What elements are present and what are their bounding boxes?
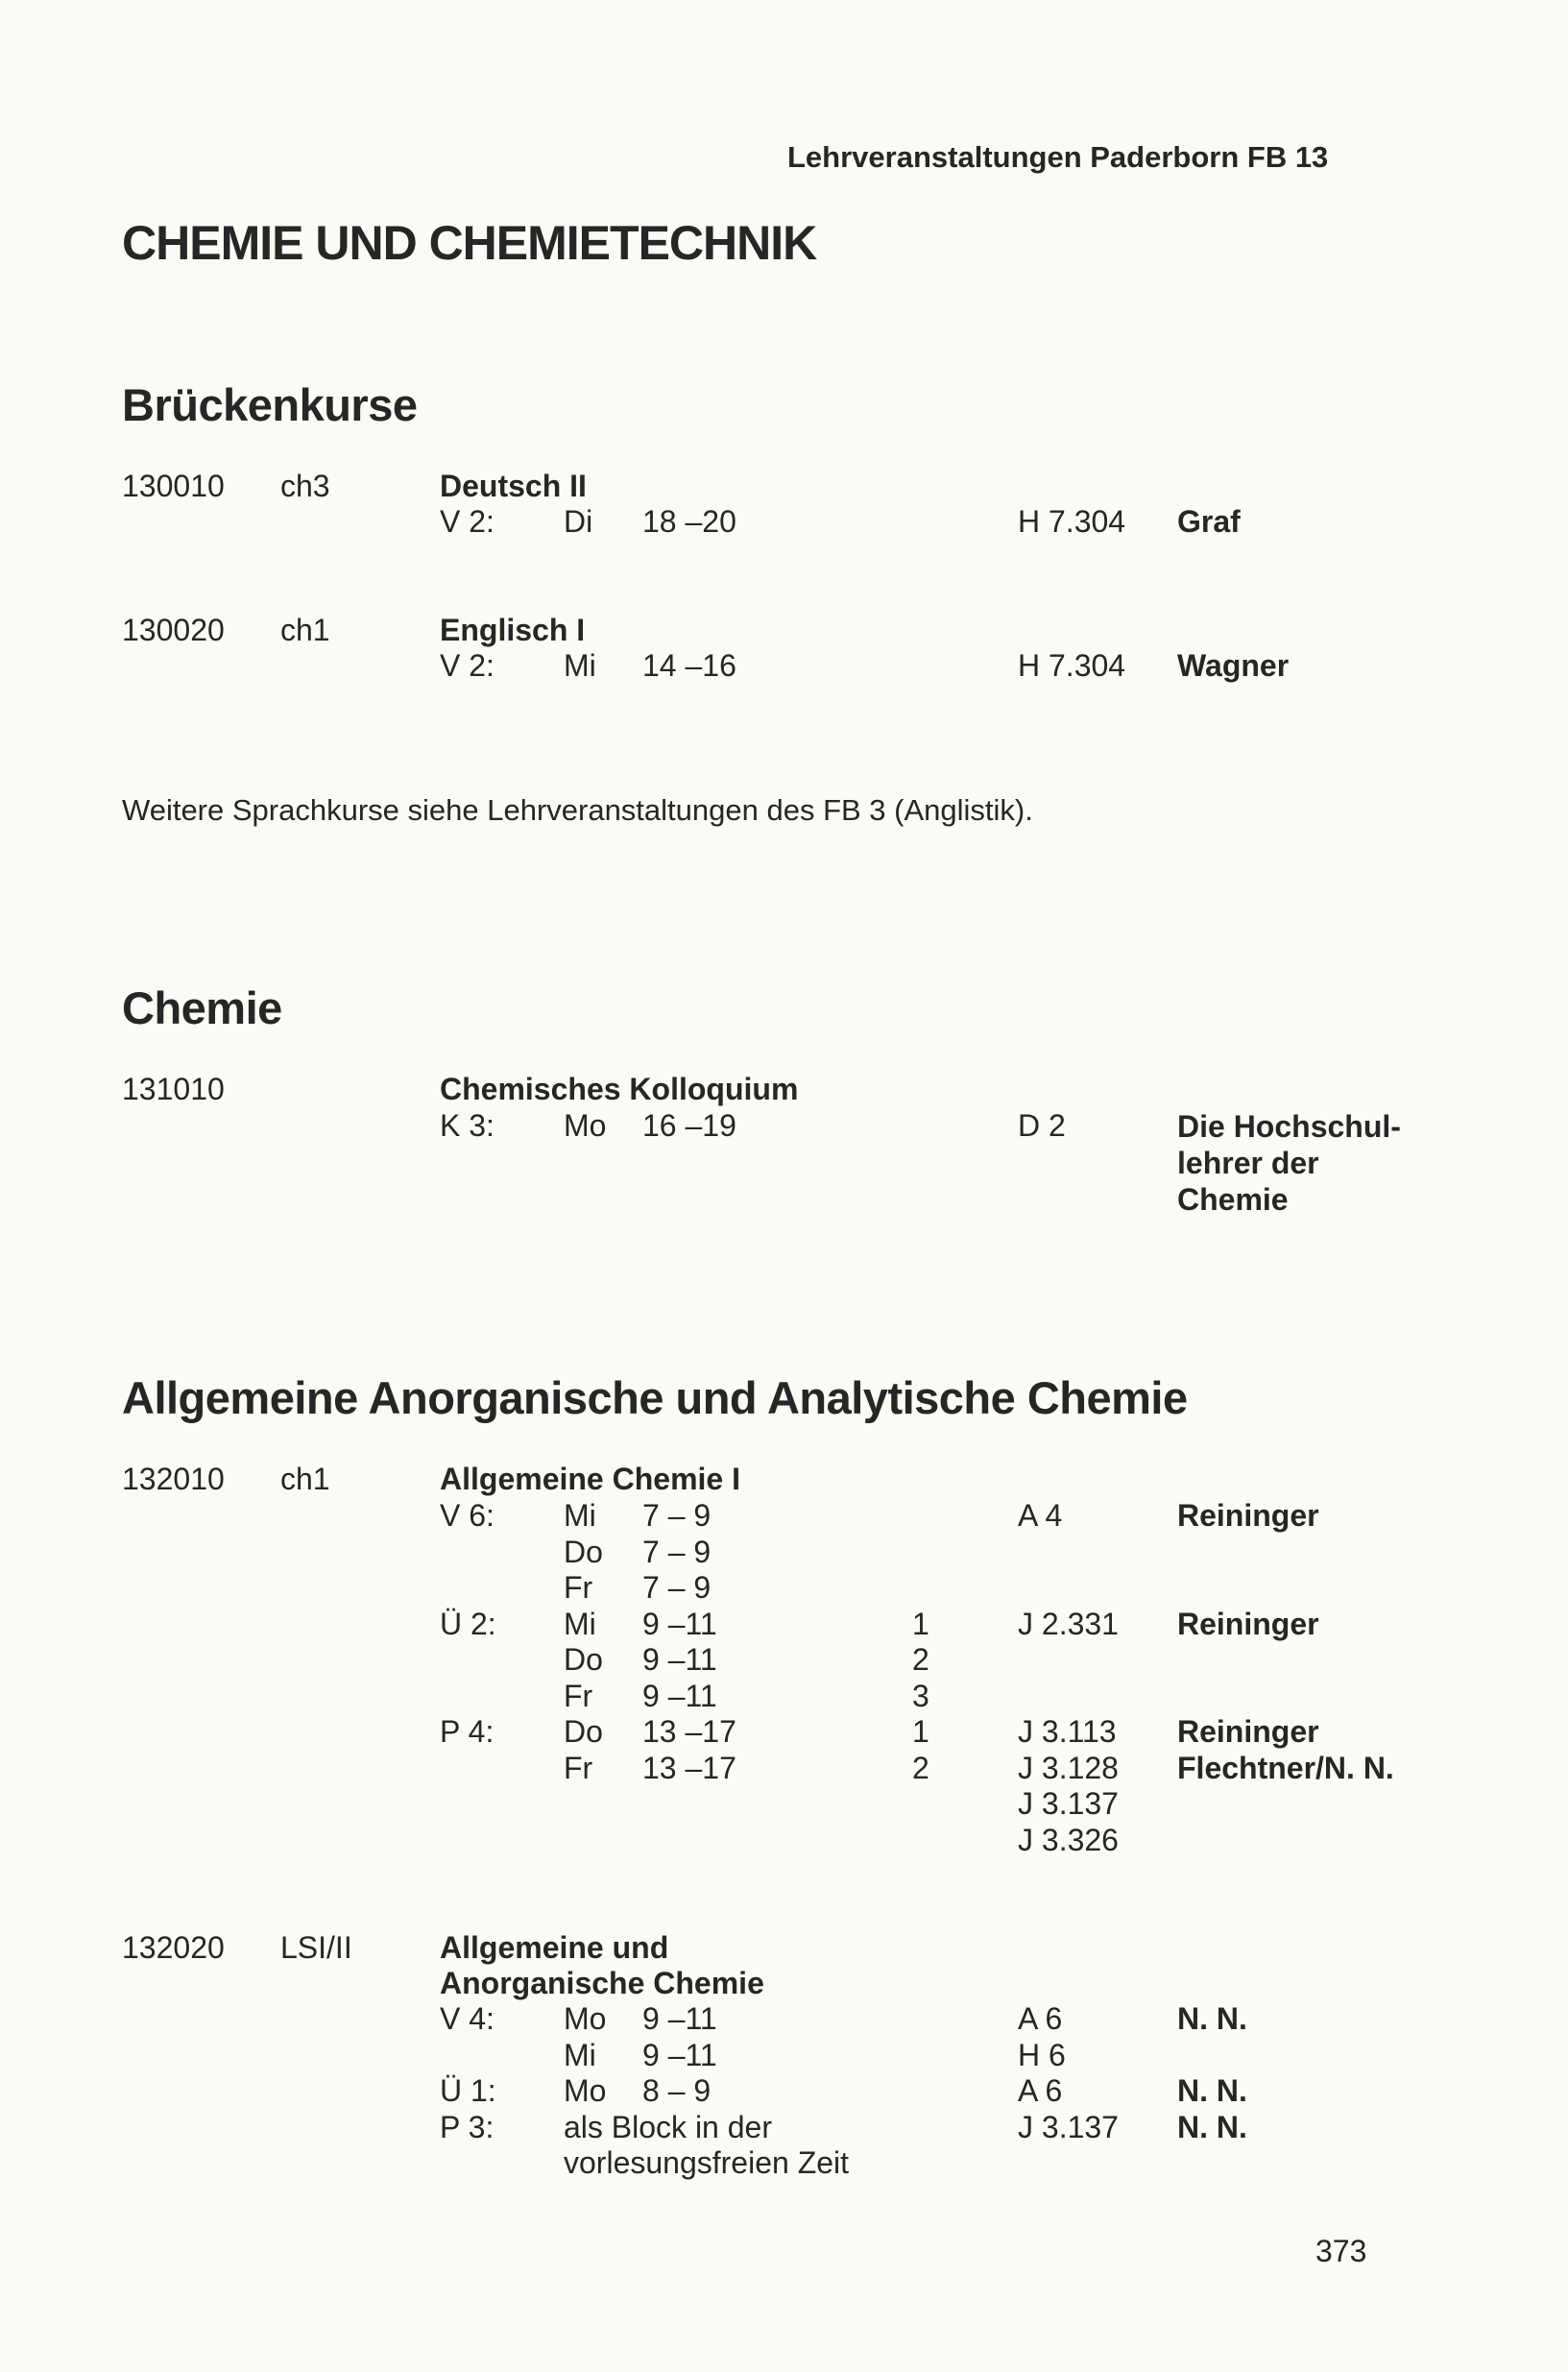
course-number: 130010 bbox=[122, 469, 225, 503]
row-lecturer: Flechtner/N. N. bbox=[1177, 1750, 1394, 1785]
row-room: J 3.137 bbox=[1018, 2109, 1119, 2144]
row-time: 9 –11 bbox=[642, 1678, 717, 1713]
course-title-line2: Anorganische Chemie bbox=[440, 1966, 764, 2000]
row-type: V 6: bbox=[440, 1498, 495, 1533]
row-time: 8 – 9 bbox=[642, 2073, 712, 2108]
row-day: Fr bbox=[564, 1678, 593, 1713]
row-type: P 3: bbox=[440, 2109, 495, 2144]
course-number: 132010 bbox=[122, 1462, 225, 1496]
row-lecturer: N. N. bbox=[1177, 2001, 1247, 2036]
row-day: Mi bbox=[564, 1498, 596, 1533]
row-lecturer: N. N. bbox=[1177, 2109, 1247, 2144]
course-time: 14 –16 bbox=[642, 648, 736, 683]
row-room: J 3.113 bbox=[1018, 1714, 1117, 1749]
running-header: Lehrveranstaltungen Paderborn FB 13 bbox=[787, 140, 1329, 174]
row-room: J 3.128 bbox=[1018, 1750, 1119, 1785]
section-note: Weitere Sprachkurse siehe Lehrveranstaltungen des FB 3 (Anglistik). bbox=[122, 793, 1033, 827]
course-number: 131010 bbox=[122, 1072, 225, 1106]
row-type: V 4: bbox=[440, 2001, 495, 2036]
row-room: J 3.137 bbox=[1018, 1786, 1119, 1821]
row-lecturer: Reininger bbox=[1177, 1714, 1319, 1749]
course-code: ch3 bbox=[280, 469, 330, 503]
course-title: Englisch I bbox=[440, 613, 586, 647]
row-day: Do bbox=[564, 1642, 603, 1677]
row-day: Fr bbox=[564, 1750, 593, 1785]
row-time: 13 –17 bbox=[642, 1714, 736, 1749]
section-heading-brueckenkurse: Brückenkurse bbox=[122, 379, 418, 430]
course-title: Chemisches Kolloquium bbox=[440, 1072, 799, 1106]
course-time: 16 –19 bbox=[642, 1108, 736, 1143]
row-lecturer: N. N. bbox=[1177, 2073, 1247, 2108]
course-type: V 2: bbox=[440, 648, 495, 683]
course-code: ch1 bbox=[280, 1462, 330, 1496]
course-day: Mo bbox=[564, 1108, 607, 1143]
section-heading-allgemeine: Allgemeine Anorganische und Analytische Chemie bbox=[122, 1372, 1188, 1423]
course-title-line1: Allgemeine und bbox=[440, 1930, 669, 1965]
course-day: Mi bbox=[564, 648, 596, 683]
row-time: 9 –11 bbox=[642, 2001, 717, 2036]
row-day: vorlesungsfreien Zeit bbox=[564, 2145, 850, 2180]
row-day: Mo bbox=[564, 2001, 607, 2036]
row-type: Ü 2: bbox=[440, 1606, 496, 1641]
course-room: D 2 bbox=[1018, 1108, 1066, 1143]
course-code: ch1 bbox=[280, 613, 330, 647]
row-type: P 4: bbox=[440, 1714, 495, 1749]
course-code: LSI/II bbox=[280, 1930, 352, 1965]
course-room: H 7.304 bbox=[1018, 504, 1126, 539]
row-time: 7 – 9 bbox=[642, 1534, 712, 1569]
row-group: 3 bbox=[912, 1678, 929, 1713]
row-room: H 6 bbox=[1018, 2037, 1066, 2072]
row-lecturer: Reininger bbox=[1177, 1606, 1319, 1641]
row-time: 9 –11 bbox=[642, 2037, 717, 2072]
row-group: 1 bbox=[912, 1606, 929, 1641]
page-number: 373 bbox=[1315, 2234, 1367, 2268]
row-room: J 2.331 bbox=[1018, 1606, 1119, 1641]
course-number: 130020 bbox=[122, 613, 225, 647]
row-day: Mi bbox=[564, 2037, 596, 2072]
course-lecturer: Die Hochschul-lehrer der Chemie bbox=[1177, 1109, 1401, 1217]
row-room: A 6 bbox=[1018, 2073, 1063, 2108]
row-day: Do bbox=[564, 1714, 603, 1749]
row-day: als Block in der bbox=[564, 2109, 772, 2144]
course-day: Di bbox=[564, 504, 593, 539]
row-day: Do bbox=[564, 1534, 603, 1569]
row-room: A 4 bbox=[1018, 1498, 1063, 1533]
row-lecturer: Reininger bbox=[1177, 1498, 1319, 1533]
row-group: 2 bbox=[912, 1750, 929, 1785]
row-day: Fr bbox=[564, 1570, 593, 1605]
row-group: 1 bbox=[912, 1714, 929, 1749]
course-type: K 3: bbox=[440, 1108, 495, 1143]
course-room: H 7.304 bbox=[1018, 648, 1126, 683]
row-time: 9 –11 bbox=[642, 1642, 717, 1677]
row-time: 7 – 9 bbox=[642, 1570, 712, 1605]
row-time: 7 – 9 bbox=[642, 1498, 712, 1533]
row-room: A 6 bbox=[1018, 2001, 1063, 2036]
row-day: Mo bbox=[564, 2073, 607, 2108]
course-lecturer: Wagner bbox=[1177, 648, 1290, 683]
page-title: CHEMIE UND CHEMIETECHNIK bbox=[122, 216, 817, 270]
course-lecturer: Graf bbox=[1177, 504, 1241, 539]
course-title: Deutsch II bbox=[440, 469, 587, 503]
row-room: J 3.326 bbox=[1018, 1822, 1119, 1857]
course-title: Allgemeine Chemie I bbox=[440, 1462, 740, 1496]
row-group: 2 bbox=[912, 1642, 929, 1677]
course-number: 132020 bbox=[122, 1930, 225, 1965]
course-type: V 2: bbox=[440, 504, 495, 539]
course-time: 18 –20 bbox=[642, 504, 736, 539]
row-time: 13 –17 bbox=[642, 1750, 736, 1785]
row-time: 9 –11 bbox=[642, 1606, 717, 1641]
row-day: Mi bbox=[564, 1606, 596, 1641]
section-heading-chemie: Chemie bbox=[122, 982, 282, 1033]
row-type: Ü 1: bbox=[440, 2073, 496, 2108]
